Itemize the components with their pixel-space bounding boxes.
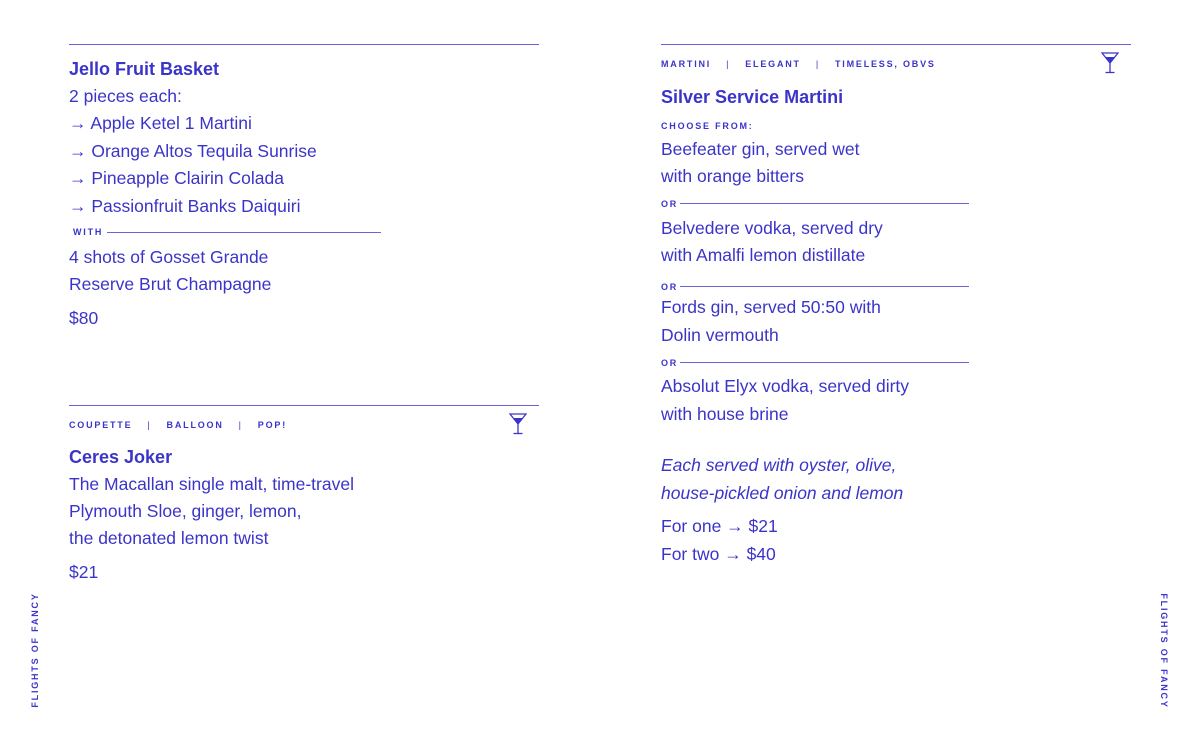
martini-tag: MARTINI — [661, 59, 712, 69]
or-rule — [680, 286, 969, 287]
ceres-price: $21 — [69, 562, 99, 582]
ceres-line: the detonated lemon twist — [69, 528, 269, 548]
tag-separator: | — [815, 59, 820, 69]
ceres-tag: COUPETTE — [69, 420, 133, 430]
jello-with-line: 4 shots of Gosset Grande — [69, 247, 269, 267]
ceres-line: Plymouth Sloe, ginger, lemon, — [69, 501, 302, 521]
martini-glass-icon — [1101, 52, 1119, 74]
martini-top-rule — [661, 44, 1131, 45]
jello-item: → Orange Altos Tequila Sunrise — [69, 141, 317, 161]
jello-title: Jello Fruit Basket — [69, 59, 220, 79]
choose-from-label: CHOOSE FROM: — [661, 121, 754, 131]
martini-option-line: Belvedere vodka, served dry — [661, 218, 883, 238]
ceres-tags — [69, 420, 287, 430]
martini-option-line: Absolut Elyx vodka, served dirty — [661, 376, 910, 396]
martini-price-one: For one → $21 — [661, 516, 778, 536]
martini-option-line: with house brine — [661, 404, 789, 424]
martini-option-line: Beefeater gin, served wet — [661, 139, 860, 159]
jello-item: → Pineapple Clairin Colada — [69, 168, 284, 188]
tag-separator: | — [238, 420, 243, 430]
jello-item: → Apple Ketel 1 Martini — [69, 113, 252, 133]
jello-with-rule — [107, 232, 381, 233]
martini-price-two: For two → $40 — [661, 544, 776, 564]
jello-top-rule — [69, 44, 539, 45]
martini-tag: ELEGANT — [745, 59, 801, 69]
martini-tag: TIMELESS, OBVS — [835, 59, 936, 69]
martini-option-line: with Amalfi lemon distillate — [661, 245, 866, 265]
jello-with-label: WITH — [73, 227, 104, 237]
tag-separator: | — [726, 59, 731, 69]
martini-note-line: house-pickled onion and lemon — [661, 483, 904, 503]
or-rule — [680, 203, 969, 204]
or-label: OR — [661, 199, 679, 209]
martini-title: Silver Service Martini — [661, 87, 844, 107]
ceres-tag: BALLOON — [166, 420, 224, 430]
martini-note-line: Each served with oyster, olive, — [661, 455, 897, 475]
jello-item: → Passionfruit Banks Daiquiri — [69, 196, 301, 216]
ceres-top-rule — [69, 405, 539, 406]
ceres-tag: POP! — [257, 420, 288, 430]
side-label-right: FLIGHTS OF FANCY — [1159, 593, 1169, 709]
martini-option-line: with orange bitters — [661, 166, 804, 186]
or-label: OR — [661, 282, 679, 292]
ceres-title: Ceres Joker — [69, 447, 173, 467]
jello-intro: 2 pieces each: — [69, 86, 182, 106]
or-rule — [680, 362, 969, 363]
jello-price: $80 — [69, 308, 99, 328]
coupe-glass-icon — [509, 413, 527, 435]
ceres-line: The Macallan single malt, time-travel — [69, 474, 354, 494]
or-label: OR — [661, 358, 679, 368]
side-label-left: FLIGHTS OF FANCY — [30, 592, 40, 708]
jello-with-line: Reserve Brut Champagne — [69, 274, 272, 294]
tag-separator: | — [147, 420, 152, 430]
martini-option-line: Fords gin, served 50:50 with — [661, 297, 881, 317]
martini-tags — [661, 59, 936, 69]
martini-option-line: Dolin vermouth — [661, 325, 779, 345]
